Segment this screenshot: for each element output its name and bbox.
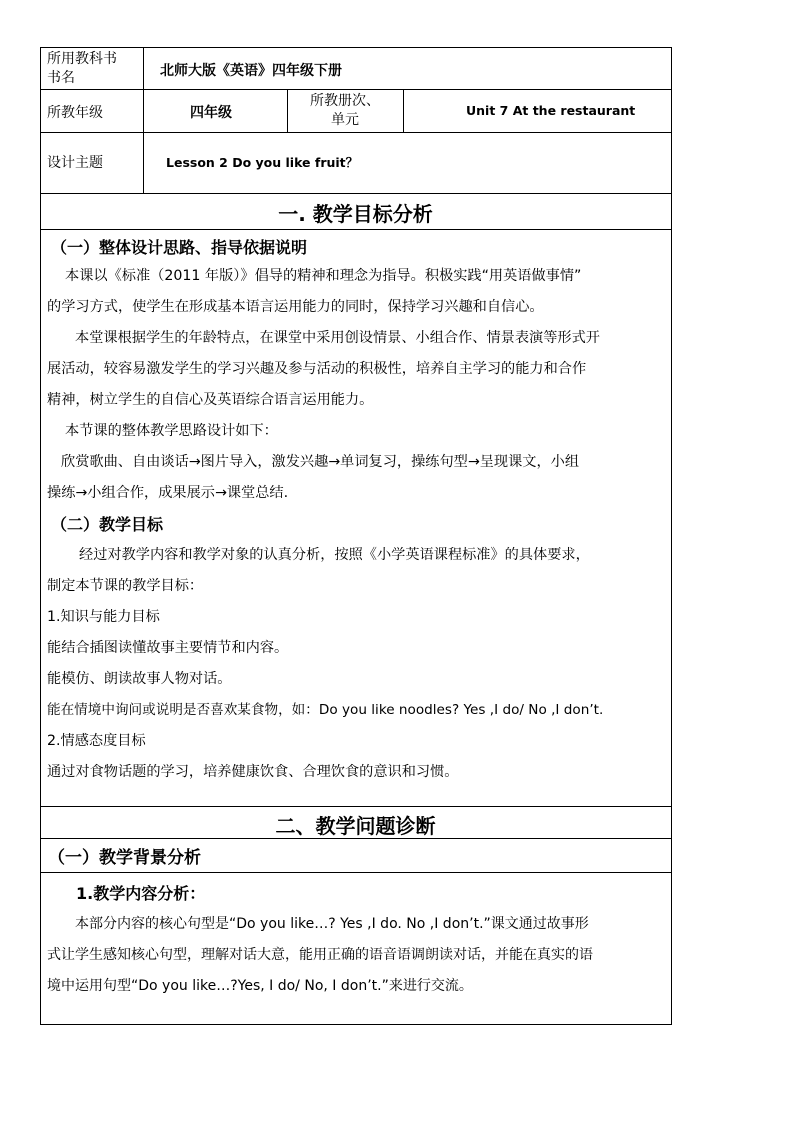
section1-subheading-2: （二）教学目标 <box>51 515 164 534</box>
divider <box>40 229 672 230</box>
theme-label: 设计主题 <box>47 155 103 171</box>
section2-subheading: （一）教学背景分析 <box>48 848 201 868</box>
goal-item: 能模仿、朗读故事人物对话。 <box>47 671 232 687</box>
paragraph-line: 精神，树立学生的自信心及英语综合语言运用能力。 <box>47 392 374 408</box>
unit-value: Unit 7 At the restaurant <box>466 103 636 118</box>
divider <box>40 872 672 873</box>
textbook-value: 北师大版《英语》四年级下册 <box>160 63 342 79</box>
divider <box>143 47 144 193</box>
paragraph-line: 制定本节课的教学目标： <box>47 578 204 594</box>
section1-subheading-1: （一）整体设计思路、指导依据说明 <box>51 238 308 257</box>
section1-title: 一. 教学目标分析 <box>278 202 433 226</box>
unit-label: 所教册次、 单元 <box>310 93 380 128</box>
goal-heading: 2.情感态度目标 <box>47 733 146 749</box>
grade-label: 所教年级 <box>47 105 103 121</box>
paragraph-line: 本部分内容的核心句型是“Do you like…? Yes ,I do. No ,I don’t.”课文通过故事形 <box>75 916 589 932</box>
goal-item: 能结合插图读懂故事主要情节和内容。 <box>47 640 289 656</box>
content-analysis-heading: 1.教学内容分析： <box>76 884 206 903</box>
grade-value: 四年级 <box>190 105 232 121</box>
divider <box>40 89 672 90</box>
paragraph-line: 操练→小组合作，成果展示→课堂总结. <box>47 485 289 501</box>
goal-item: 能在情境中询问或说明是否喜欢某食物，如：Do you like noodles? Yes ,I do/ No ,I don’t. <box>47 702 604 718</box>
goal-item: 通过对食物话题的学习，培养健康饮食、合理饮食的意识和习惯。 <box>47 764 459 780</box>
divider <box>40 806 672 807</box>
paragraph-line: 式让学生感知核心句型，理解对话大意，能用正确的语音语调朗读对话，并能在真实的语 <box>47 947 593 963</box>
goal-heading: 1.知识与能力目标 <box>47 609 160 625</box>
section2-title: 二、教学问题诊断 <box>275 814 436 838</box>
theme-value: Lesson 2 Do you like fruit？ <box>166 155 359 170</box>
divider <box>403 89 404 132</box>
paragraph-line: 本节课的整体教学思路设计如下： <box>65 423 278 439</box>
paragraph-line: 经过对教学内容和教学对象的认真分析，按照《小学英语课程标准》的具体要求， <box>79 547 590 563</box>
divider <box>40 193 672 194</box>
divider <box>287 89 288 132</box>
paragraph-line: 欣赏歌曲、自由谈话→图片导入，激发兴趣→单词复习，操练句型→呈现课文，小组 <box>61 454 580 470</box>
section2-body <box>47 909 667 1002</box>
textbook-label: 所用教科书 书名 <box>47 51 117 86</box>
paragraph-line: 本堂课根据学生的年龄特点，在课堂中采用创设情景、小组合作、情景表演等形式开 <box>75 330 600 346</box>
section1-body <box>47 261 667 788</box>
paragraph-line: 本课以《标准（2011 年版）》倡导的精神和理念为指导。积极实践“用英语做事情” <box>65 268 582 284</box>
divider <box>40 132 672 133</box>
paragraph-line: 的学习方式，使学生在形成基本语言运用能力的同时，保持学习兴趣和自信心。 <box>47 299 544 315</box>
paragraph-line: 境中运用句型“Do you like…?Yes, I do/ No, I don’t.”来进行交流。 <box>47 978 473 994</box>
paragraph-line: 展活动，较容易激发学生的学习兴趣及参与活动的积极性，培养自主学习的能力和合作 <box>47 361 587 377</box>
